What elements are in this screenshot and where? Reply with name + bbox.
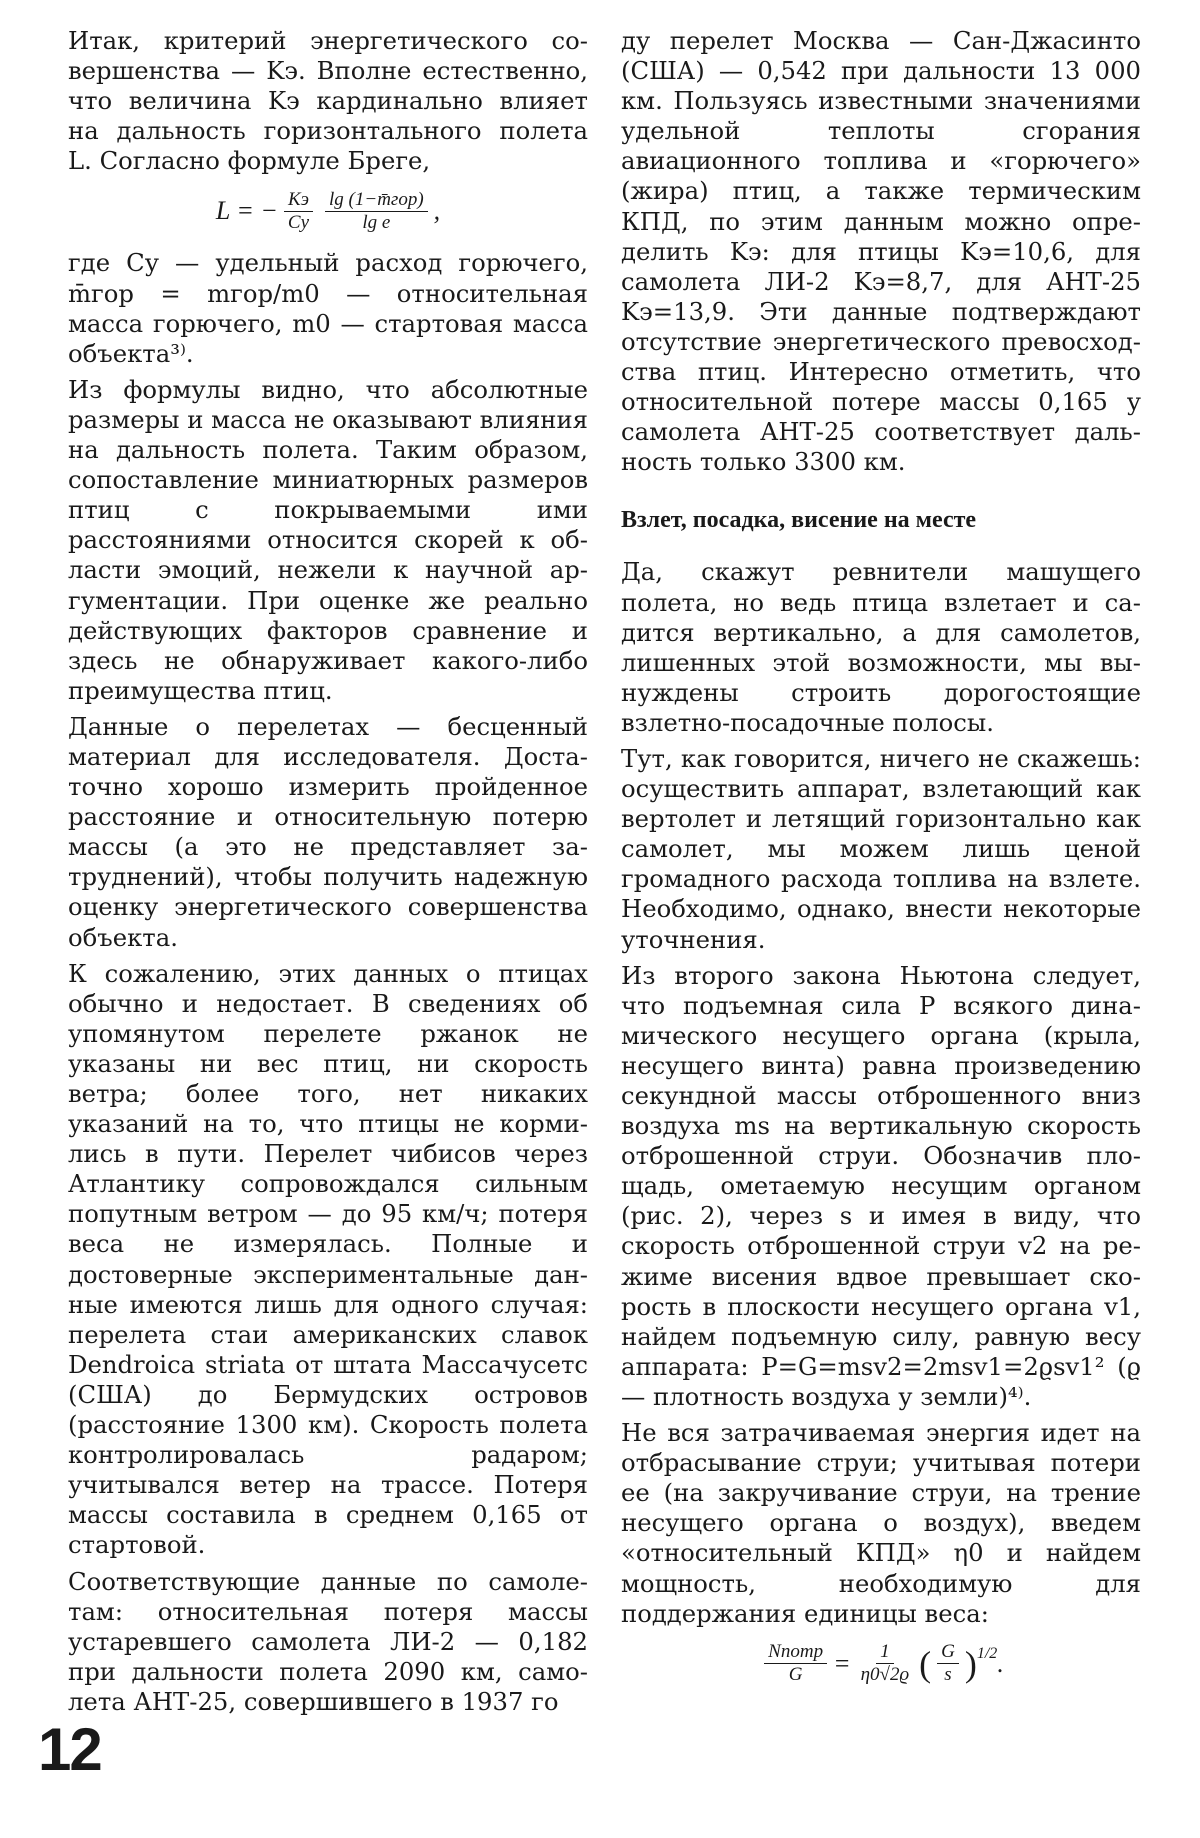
- paragraph: Из второго закона Ньютона следует, что подъемная сила P всякого динамического несущего органа (крыла, несущего винта) равна произведению секундной массы отброшенного вниз воздуха ms на вертикальную скорость отброшенной струи. Обозначив площадь, ометаемую несущим органом (рис. 2), через s и имея в виду, что скорость отброшенной струи v2 на режиме висения вдвое превышает скорость в плоскости несущего органа v1, найдем подъемную силу, равную весу аппарата: P=G=msv2=2msv1=2ϱsv1² (ϱ — плотность воздуха у земли)⁴⁾.: [621, 960, 1141, 1411]
- fraction-denominator: Cу: [287, 211, 310, 233]
- formula-tail: .: [997, 1648, 1004, 1678]
- formula-exponent: 1/2: [976, 1644, 998, 1662]
- right-paren: ): [964, 1643, 977, 1684]
- section-heading: Взлет, посадка, висение на месте: [621, 507, 977, 534]
- paragraph: Не вся затрачиваемая энергия идет на отбрасывание струи; учитывая потери ее (на закручивание струи, на трение несущего органа о воздух), введем «относительный КПД» η0 и найдем мощность, необходимую для поддержания единицы веса:: [621, 1418, 1141, 1628]
- fraction-numerator: G: [937, 1641, 959, 1664]
- formula-fraction: [284, 189, 313, 234]
- page-number: 12: [38, 1716, 101, 1783]
- fraction-denominator: s: [944, 1664, 952, 1686]
- paragraph: Тут, как говорится, ничего не скажешь: осуществить аппарат, взлетающий как вертолет и летящий горизонтально как самолет, мы можем лишь ценой громадного расхода топлива на взлете. Необходимо, однако, внести некоторые уточнения.: [621, 743, 1141, 954]
- left-column: [68, 26, 588, 1717]
- paragraph: Данные о перелетах — бесценный материал для исследователя. Достаточно хорошо измерить пройденное расстояние и относительную потерю массы (а это не представляет затруднений), чтобы получить надежную оценку энергетического совершенства объекта.: [68, 711, 588, 952]
- paragraph: Из формулы видно, что абсолютные размеры и масса не оказывают влияния на дальность полета. Таким образом, сопоставление миниатюрных размеров птиц с покрываемыми ими расстояниями относится скорей к области эмоций, нежели к научной аргументации. При оценке же реально действующих факторов сравнение и здесь не обнаруживает какого-либо преимущества птиц.: [68, 374, 588, 705]
- paragraph: Соответствующие данные по самолетам: относительная потеря массы устаревшего самолета ЛИ-2 — 0,182 при дальности полета 2090 км, самолета АНТ-25, совершившего в 1937 го: [68, 1566, 588, 1716]
- fraction-denominator: G: [788, 1664, 803, 1686]
- fraction-numerator: 1: [876, 1641, 894, 1664]
- fraction-denominator: η0√2ϱ: [860, 1664, 910, 1686]
- formula-equals: =: [833, 1648, 851, 1678]
- right-column: [621, 26, 1141, 1701]
- formula-fraction: [764, 1641, 827, 1686]
- fraction-numerator: Nпотр: [764, 1641, 827, 1664]
- breguet-formula: [68, 182, 588, 240]
- power-formula: [621, 1635, 1141, 1693]
- formula-fraction: [937, 1641, 959, 1686]
- fraction-numerator: Kэ: [284, 189, 313, 212]
- paragraph: К сожалению, этих данных о птицах обычно и недостает. В сведениях об упомянутом перелете ржанок не указаны ни вес птиц, ни скорость ветра; более того, нет никаких указаний на то, что птицы не кормились в пути. Перелет чибисов через Атлантику сопровождался сильным попутным ветром — до 95 км/ч; потеря веса не измерялась. Полные и достоверные экспериментальные данные имеются лишь для одного случая: перелета стаи американских славок Dendroica striata от штата Массачусетс (США) до Бермудских островов (расстояние 1300 км). Скорость полета контролировалась радаром; учитывался ветер на трассе. Потеря массы составила в среднем 0,165 от стартовой.: [68, 958, 588, 1560]
- formula-fraction: [325, 189, 428, 234]
- formula-lhs: L = −: [215, 196, 278, 226]
- paragraph: Итак, критерий энергетического совершенства — Kэ. Вполне естественно, что величина Kэ кардинально влияет на дальность горизонтального полета L. Согласно формуле Бреге,: [68, 26, 588, 176]
- fraction-numerator: lg (1−m̄гор): [325, 189, 428, 212]
- fraction-denominator: lg e: [362, 211, 391, 233]
- left-paren: (: [919, 1643, 932, 1684]
- formula-fraction: [857, 1641, 914, 1686]
- paragraph: ду перелет Москва — Сан-Джасинто (США) — 0,542 при дальности 13 000 км. Пользуясь известными значениями удельной теплоты сгорания авиационного топлива и «горючего» (жира) птиц, а также термическим КПД, по этим данным можно определить Kэ: для птицы Kэ=10,6, для самолета ЛИ-2 Kэ=8,7, для АНТ-25 Kэ=13,9. Эти данные подтверждают отсутствие энергетического превосходства птиц. Интересно отметить, что относительной потере массы 0,165 у самолета АНТ-25 соответствует дальность только 3300 км.: [621, 26, 1141, 477]
- paragraph: Да, скажут ревнители машущего полета, но ведь птица взлетает и садится вертикально, а для самолетов, лишенных этой возможности, мы вынуждены строить дорогостоящие взлетно-посадочные полосы.: [621, 557, 1141, 737]
- paragraph: где Cу — удельный расход горючего, m̄гор = mгор/m0 — относительная масса горючего, m0 — стартовая масса объекта³⁾.: [68, 248, 588, 368]
- formula-tail: ,: [433, 196, 441, 226]
